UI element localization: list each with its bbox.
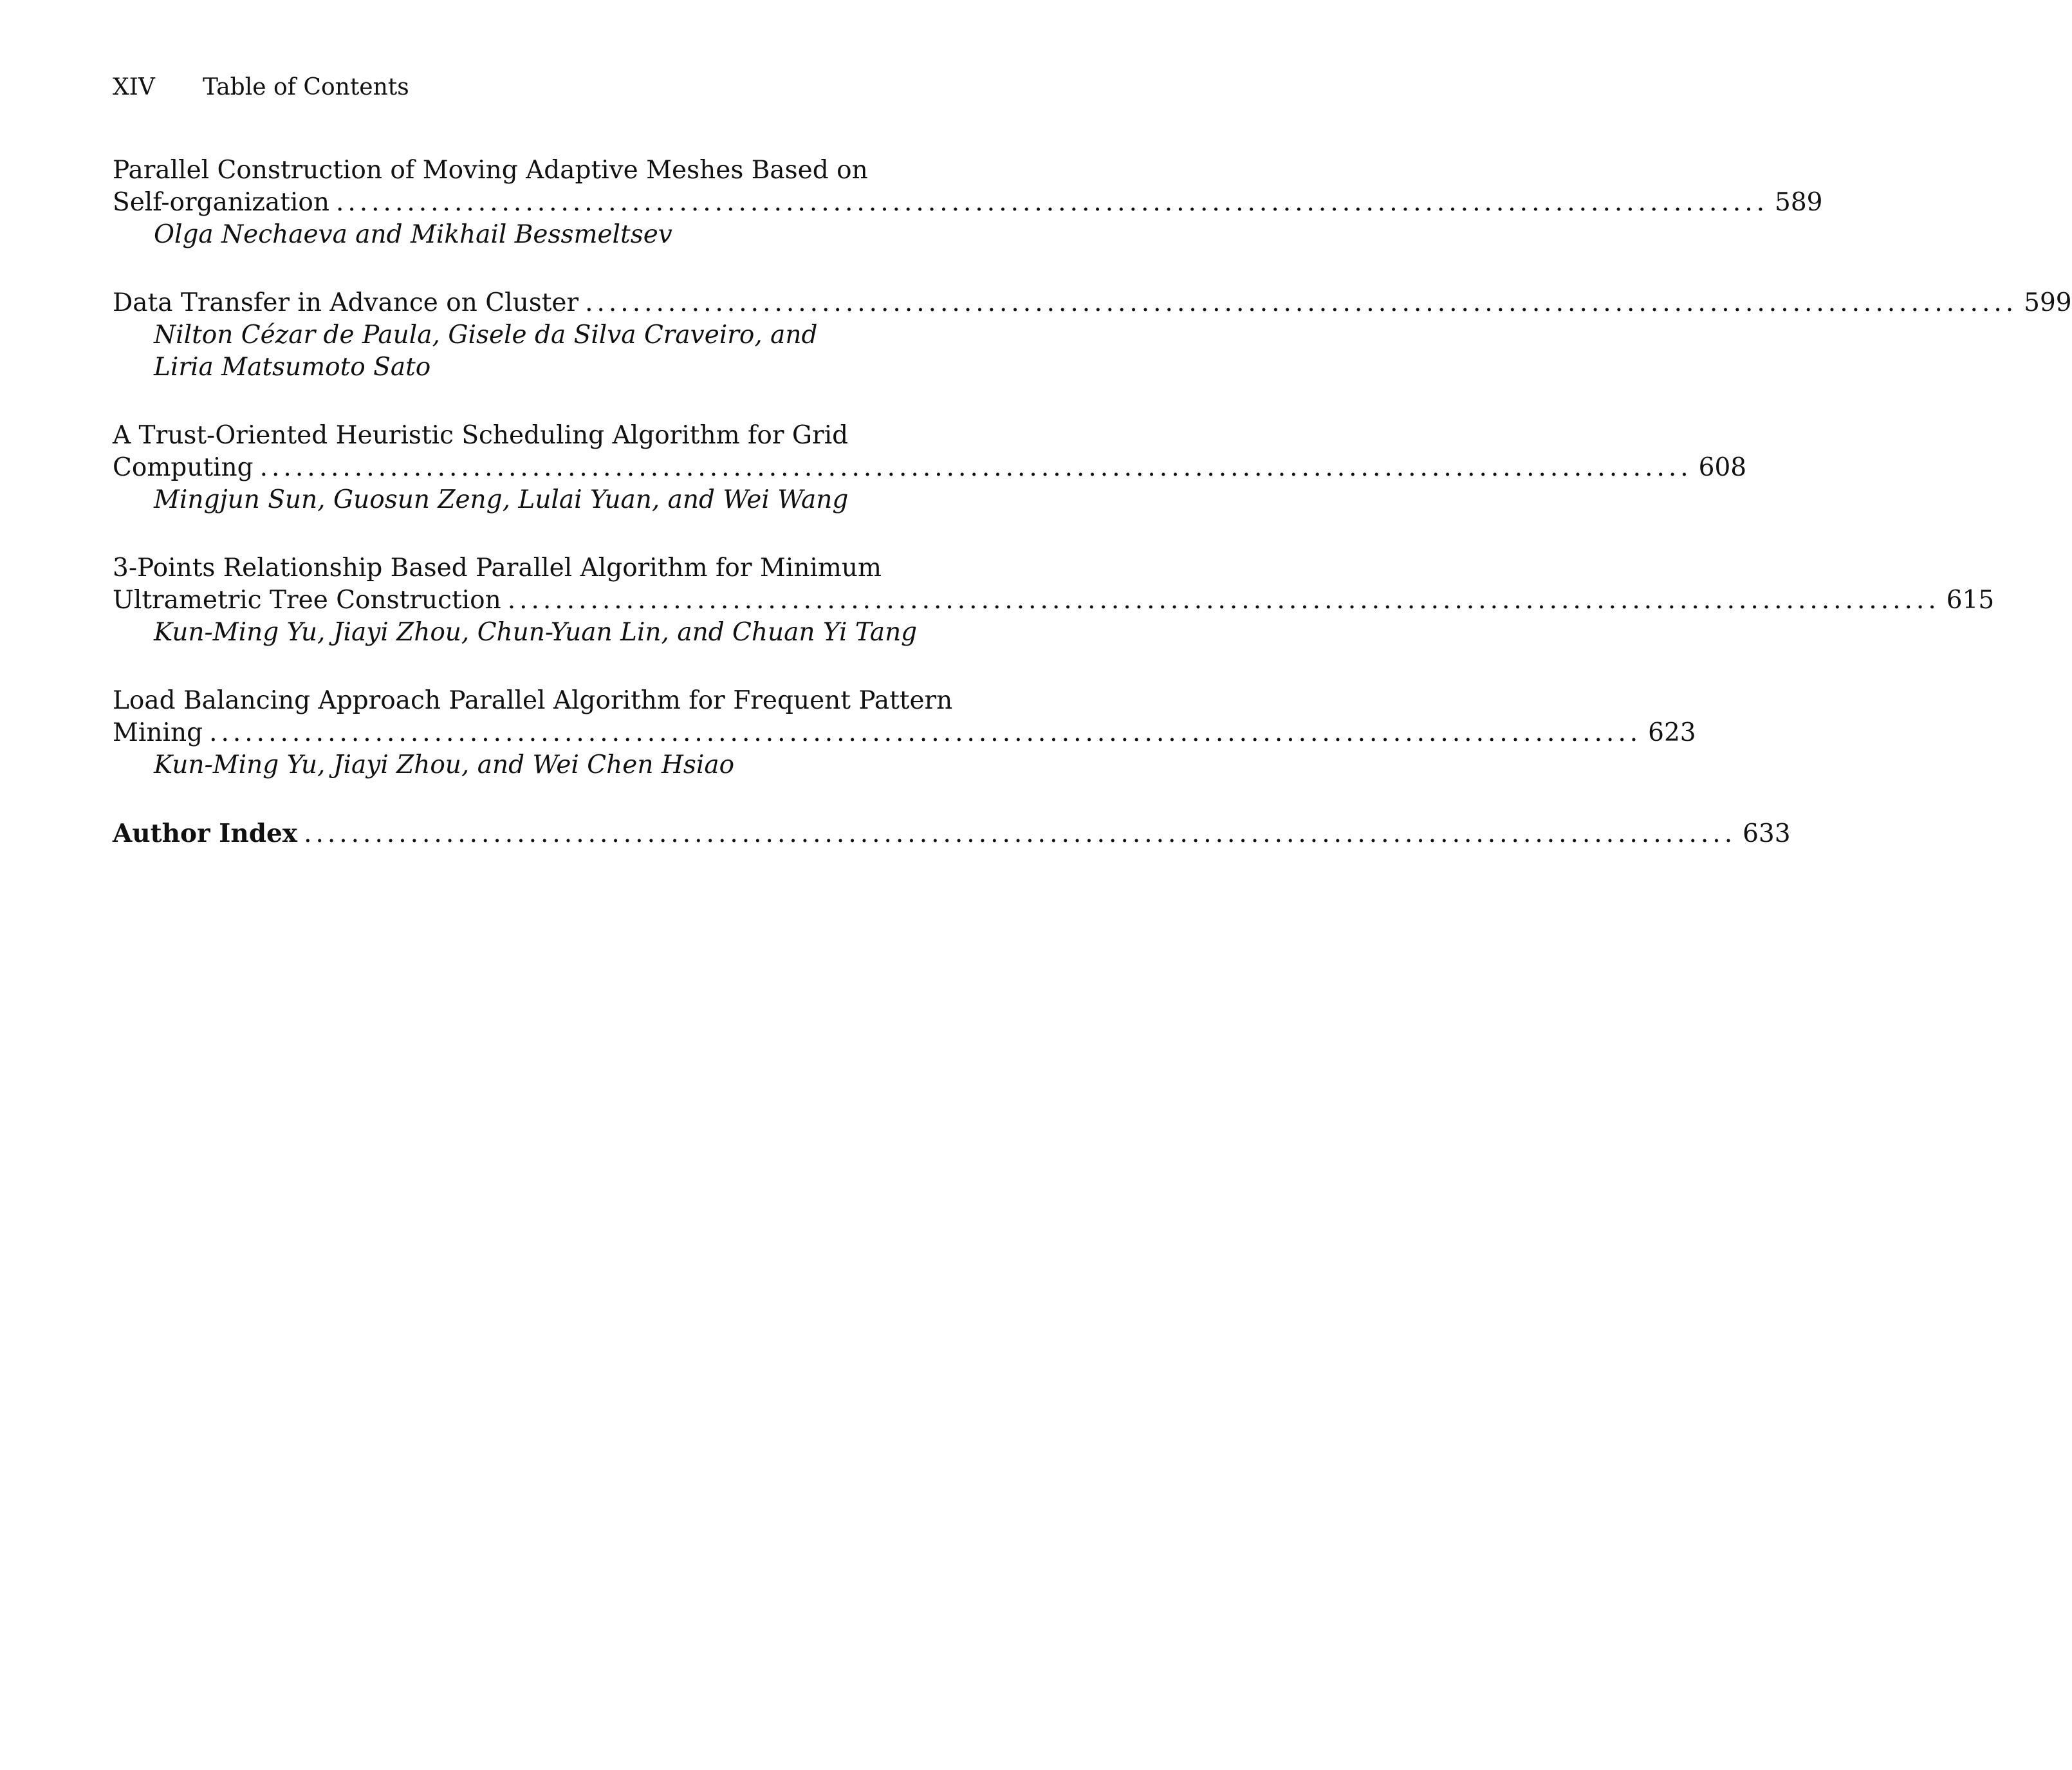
dot-leader: ......................................................................................................................... xyxy=(259,453,1692,482)
entry-title-line: Parallel Construction of Moving Adaptive Meshes Based on xyxy=(113,156,868,185)
dot-leader: ......................................................................................................................... xyxy=(209,718,1642,747)
entry-authors: Nilton Cézar de Paula, Gisele da Silva Craveiro, and xyxy=(154,321,818,349)
page-number-roman: XIV xyxy=(113,74,155,100)
toc-entry[interactable] xyxy=(113,685,1696,781)
toc-entry[interactable] xyxy=(113,420,1747,516)
dot-leader: ......................................................................................................................... xyxy=(507,586,1940,615)
entry-title-line: Load Balancing Approach Parallel Algorithm for Frequent Pattern xyxy=(113,686,953,715)
entry-page-number: 608 xyxy=(1698,453,1747,482)
entry-page-number: 599 xyxy=(2024,288,2072,317)
entry-title-final-line xyxy=(113,717,1696,749)
entry-authors: Kun-Ming Yu, Jiayi Zhou, and Wei Chen Hsiao xyxy=(154,750,735,779)
entry-title-text: Self-organization xyxy=(113,188,329,217)
dot-leader: ......................................................................................................................... xyxy=(585,288,2018,317)
entry-title-final-line xyxy=(113,452,1747,484)
entry-title-text: Data Transfer in Advance on Cluster xyxy=(113,288,579,317)
entry-page-number: 589 xyxy=(1775,188,1823,217)
entry-title-line: A Trust-Oriented Heuristic Scheduling Algorithm for Grid xyxy=(113,421,849,450)
entry-authors: Olga Nechaeva and Mikhail Bessmeltsev xyxy=(154,220,672,249)
author-index-entry[interactable] xyxy=(113,817,1791,850)
author-index-page-number: 633 xyxy=(1743,819,1791,848)
author-index-line xyxy=(113,817,1791,850)
dot-leader: ......................................................................................................................... xyxy=(304,819,1737,848)
toc-entry[interactable] xyxy=(113,287,2072,384)
entry-title-final-line xyxy=(113,584,1995,617)
entry-title-text: Ultrametric Tree Construction xyxy=(113,586,501,615)
entry-authors: Kun-Ming Yu, Jiayi Zhou, Chun-Yuan Lin, and Chuan Yi Tang xyxy=(154,618,918,647)
entry-authors: Liria Matsumoto Sato xyxy=(154,353,431,382)
toc-entry[interactable] xyxy=(113,154,1823,251)
entry-title-line: 3-Points Relationship Based Parallel Algorithm for Minimum xyxy=(113,554,882,582)
running-head xyxy=(113,72,1039,103)
running-head-title: Table of Contents xyxy=(203,74,409,100)
entry-page-number: 623 xyxy=(1648,718,1696,747)
author-index-label: Author Index xyxy=(113,819,298,848)
entry-authors: Mingjun Sun, Guosun Zeng, Lulai Yuan, and Wei Wang xyxy=(154,485,849,514)
entry-title-text: Mining xyxy=(113,718,203,747)
dot-leader: ......................................................................................................................... xyxy=(335,188,1769,217)
toc-entries xyxy=(113,154,2072,850)
toc-page xyxy=(113,72,2072,886)
toc-entry[interactable] xyxy=(113,552,1995,649)
entry-page-number: 615 xyxy=(1946,586,1995,615)
entry-title-text: Computing xyxy=(113,453,254,482)
entry-title-final-line xyxy=(113,187,1823,219)
entry-title-final-line xyxy=(113,287,2072,319)
